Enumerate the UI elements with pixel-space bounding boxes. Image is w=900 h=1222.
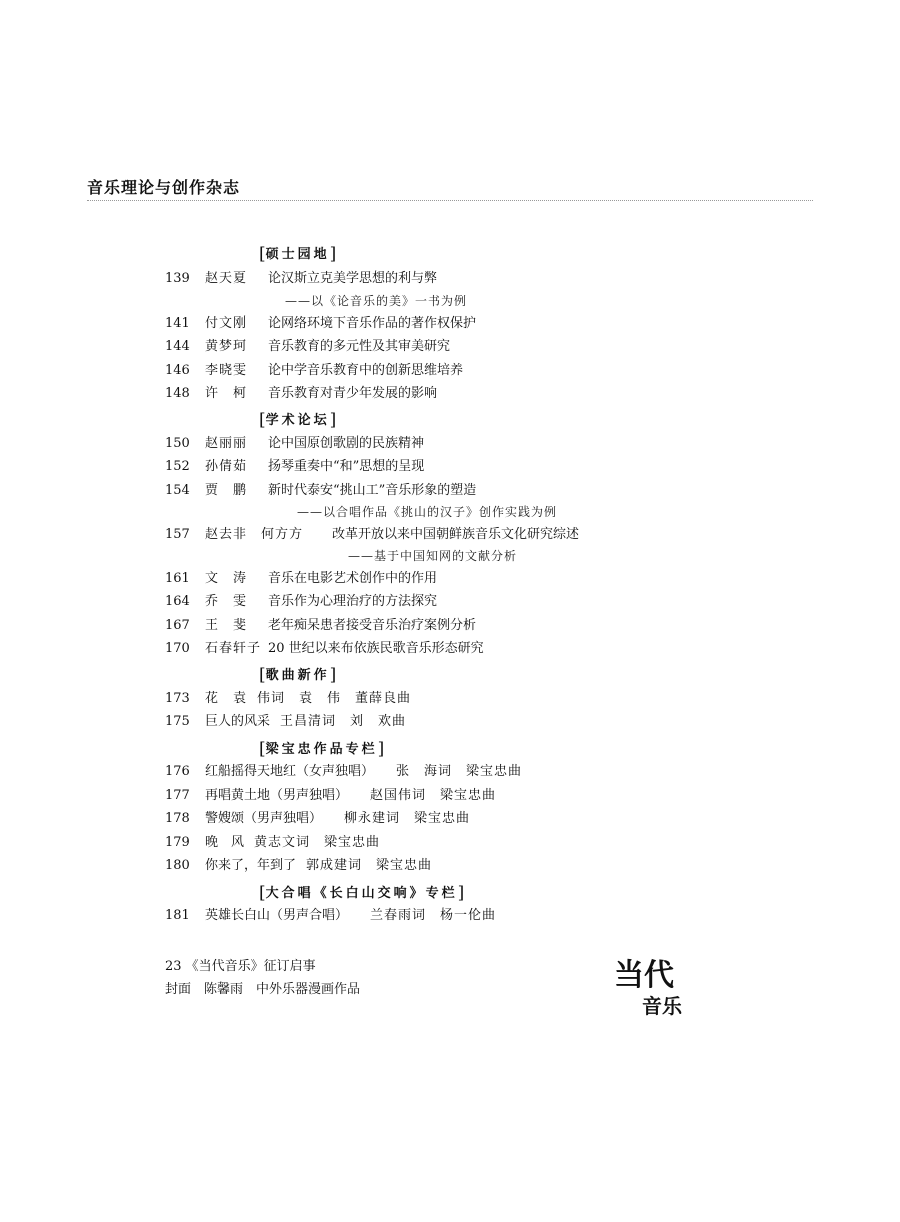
article-subtitle: ——基于中国知网的文献分析 — [348, 549, 518, 563]
bracket-close: ] — [329, 244, 337, 264]
bracket-open: [ — [259, 244, 266, 264]
page-number: 161 — [165, 571, 190, 586]
article-title: 论汉斯立克美学思想的利与弊 — [268, 271, 438, 286]
page-number: 170 — [165, 641, 190, 656]
bracket-close: ] — [329, 410, 337, 430]
bracket-open: [ — [259, 410, 266, 430]
page-header-title: 音乐理论与创作杂志 — [87, 178, 241, 197]
author: 许 柯 — [205, 386, 248, 401]
article-subtitle: ——以《论音乐的美》一书为例 — [285, 294, 468, 308]
page-number: 176 — [165, 764, 190, 779]
page-number: 139 — [165, 271, 190, 286]
song-credit: 黄志文词 梁宝忠曲 — [254, 835, 381, 850]
page-number: 157 — [165, 527, 190, 542]
song-title: 警嫂颂（男声独唱） — [205, 811, 323, 826]
author: 赵去非 何方方 — [205, 527, 304, 542]
page-number: 150 — [165, 436, 190, 451]
logo-text-top: 当代 — [614, 958, 674, 993]
song-title: 巨人的风采 — [205, 714, 271, 729]
author: 王 斐 — [205, 618, 248, 633]
logo-text-bottom: 音乐 — [642, 994, 682, 1017]
footer-notice[interactable]: 23 《当代音乐》征订启事 — [165, 959, 316, 974]
section-heading — [259, 882, 464, 902]
author: 赵丽丽 — [205, 436, 248, 451]
section-label: 歌曲新作 — [265, 668, 330, 683]
section-heading — [259, 664, 336, 684]
author: 赵天夏 — [205, 271, 248, 286]
article-title: 改革开放以来中国朝鲜族音乐文化研究综述 — [332, 527, 580, 542]
author: 黄梦珂 — [205, 339, 248, 354]
author: 李晓雯 — [205, 363, 248, 378]
song-credit: 柳永建词 梁宝忠曲 — [344, 811, 471, 826]
song-credit: 郭成建词 梁宝忠曲 — [306, 858, 433, 873]
page-number: 146 — [165, 363, 190, 378]
song-credit: 王昌清词 刘 欢曲 — [280, 714, 407, 729]
article-title: 老年痴呆患者接受音乐治疗案例分析 — [268, 618, 477, 633]
page-number: 167 — [165, 618, 190, 633]
page-number: 152 — [165, 459, 190, 474]
song-credit: 兰春雨词 杨一伦曲 — [370, 908, 497, 923]
author: 贾 鹏 — [205, 483, 248, 498]
article-title: 音乐教育的多元性及其审美研究 — [268, 339, 451, 354]
page-number: 177 — [165, 788, 190, 803]
magazine-logo — [612, 955, 692, 1017]
section-label: 学术论坛 — [265, 413, 330, 428]
section-label: 梁宝忠作品专栏 — [265, 742, 378, 757]
page-number: 179 — [165, 835, 190, 850]
author: 石春轩子 — [205, 641, 262, 656]
article-title: 20 世纪以来布依族民歌音乐形态研究 — [268, 641, 484, 656]
page-number: 141 — [165, 316, 190, 331]
song-credit: 张 海词 梁宝忠曲 — [396, 764, 523, 779]
song-title: 晚 风 — [205, 835, 245, 850]
article-subtitle: ——以合唱作品《挑山的汉子》创作实践为例 — [297, 505, 558, 519]
bracket-close: ] — [329, 665, 337, 685]
section-heading — [259, 409, 336, 429]
author: 孙倩茹 — [205, 459, 248, 474]
bracket-open: [ — [259, 883, 266, 903]
page-number: 144 — [165, 339, 190, 354]
bracket-close: ] — [457, 883, 465, 903]
author: 乔 雯 — [205, 594, 248, 609]
section-heading — [259, 738, 384, 758]
page-number: 148 — [165, 386, 190, 401]
bracket-close: ] — [377, 739, 385, 759]
song-title: 你来了，年到了 — [205, 858, 297, 873]
page-number: 180 — [165, 858, 190, 873]
article-title: 扬琴重奏中“和”思想的呈现 — [268, 459, 425, 474]
author: 付文刚 — [205, 316, 248, 331]
article-title: 论中国原创歌剧的民族精神 — [268, 436, 425, 451]
page-number: 178 — [165, 811, 190, 826]
song-title: 花 袁 — [205, 691, 248, 706]
article-title: 论中学音乐教育中的创新思维培养 — [268, 363, 464, 378]
article-title: 音乐作为心理治疗的方法探究 — [268, 594, 438, 609]
cover-credit: 封面 陈馨雨 中外乐器漫画作品 — [165, 982, 361, 997]
article-title: 新时代泰安“挑山工”音乐形象的塑造 — [268, 483, 477, 498]
section-heading — [259, 243, 336, 263]
page-number: 154 — [165, 483, 190, 498]
song-title: 再唱黄土地（男声独唱） — [205, 788, 349, 803]
article-title: 音乐在电影艺术创作中的作用 — [268, 571, 438, 586]
song-title: 英雄长白山（男声合唱） — [205, 908, 349, 923]
page-number: 164 — [165, 594, 190, 609]
song-title: 红船摇得天地红（女声独唱） — [205, 764, 375, 779]
page-number: 173 — [165, 691, 190, 706]
song-credit: 伟词 袁 伟 董薛良曲 — [257, 691, 412, 706]
page-number: 181 — [165, 908, 190, 923]
article-title: 音乐教育对青少年发展的影响 — [268, 386, 438, 401]
section-label: 硕士园地 — [265, 247, 330, 262]
song-credit: 赵国伟词 梁宝忠曲 — [370, 788, 497, 803]
page-number: 175 — [165, 714, 190, 729]
article-title: 论网络环境下音乐作品的著作权保护 — [268, 316, 477, 331]
section-label: 大合唱《长白山交响》专栏 — [265, 886, 458, 901]
bracket-open: [ — [259, 665, 266, 685]
bracket-open: [ — [259, 739, 266, 759]
author: 文 涛 — [205, 571, 248, 586]
